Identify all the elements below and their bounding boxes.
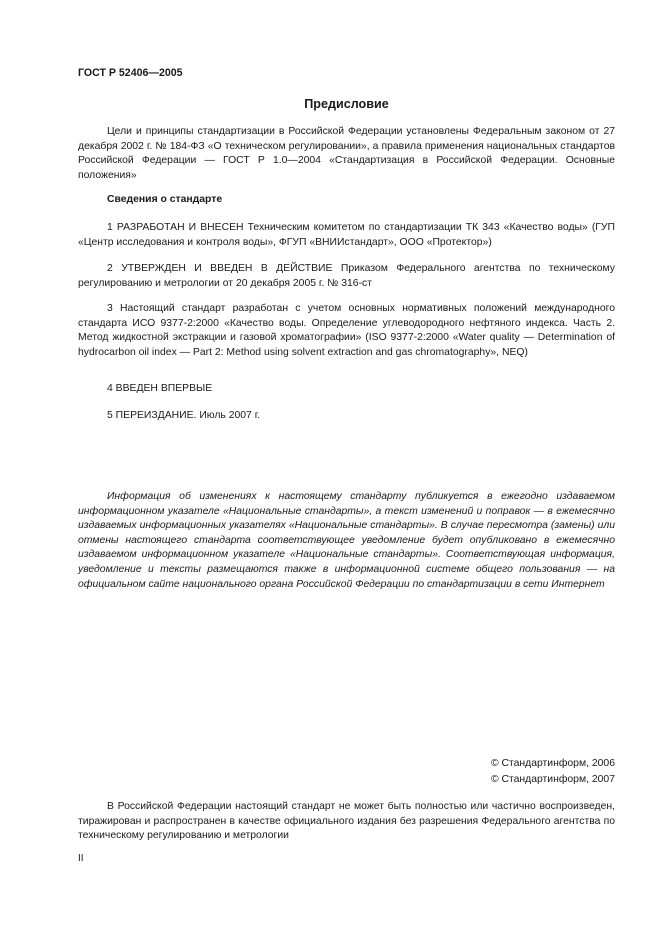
item-1: 1 РАЗРАБОТАН И ВНЕСЕН Техническим комитетом по стандартизации ТК 343 «Качество воды» (ГУП «Центр исследования и контроля воды», ФГУП «ВНИИстандарт», ООО «Протектор») — [78, 222, 615, 248]
item-4: 4 ВВЕДЕН ВПЕРВЫЕ — [107, 383, 213, 394]
item-3: 3 Настоящий стандарт разработан с учетом основных нормативных положений международного стандарта ИСО 9377-2:2000 «Качество воды. Определение углеводородного нефтяного индекса. Часть 2. Метод жидкостной экстракции и газовой хроматографии» (ISO 9377-2:2000 «Water quality — Determination of hydrocarbon oil index — Part 2: Method using solvent extraction and gas chromatography», NEQ) — [78, 303, 615, 358]
info-heading: Сведения о стандарте — [107, 194, 223, 205]
intro-paragraph: Цели и принципы стандартизации в Российской Федерации установлены Федеральным законом от 27 декабря 2002 г. № 184-ФЗ «О техническом регулировании», а правила применения национальных стандартов Российской Федерации — ГОСТ Р 1.0—2004 «Стандартизация в Российской Федерации. Основные положения» — [78, 126, 615, 181]
reproduction-notice: В Российской Федерации настоящий стандарт не может быть полностью или частично воспроизведен, тиражирован и распространен в качестве официального издания без разрешения Федерального агентства по техническому регулированию и метрологии — [78, 801, 615, 842]
standard-code: ГОСТ Р 52406—2005 — [78, 67, 183, 79]
page-title: Предисловие — [304, 97, 389, 111]
copyright-2006: © Стандартинформ, 2006 — [490, 758, 615, 769]
page-number: II — [78, 853, 84, 864]
item-2: 2 УТВЕРЖДЕН И ВВЕДЕН В ДЕЙСТВИЕ Приказом Федерального агентства по техническому регулированию и метрологии от 20 декабря 2005 г. № 316-ст — [78, 263, 615, 289]
copyright-2007: © Стандартинформ, 2007 — [490, 774, 615, 785]
notice-paragraph: Информация об изменениях к настоящему стандарту публикуется в ежегодно издаваемом информационном указателе «Национальные стандарты», а текст изменений и поправок — в ежемесячно издаваемых информационных указателях «Национальные стандарты». В случае пересмотра (замены) или отмены настоящего стандарта соответствующее уведомление будет опубликовано в ежемесячно издаваемом информационном указателе «Национальные стандарты». Соответствующая информация, уведомление и тексты размещаются также в информационной системе общего пользования — на официальном сайте национального органа Российской Федерации по стандартизации в сети Интернет — [78, 491, 615, 590]
item-5: 5 ПЕРЕИЗДАНИЕ. Июль 2007 г. — [107, 410, 261, 421]
